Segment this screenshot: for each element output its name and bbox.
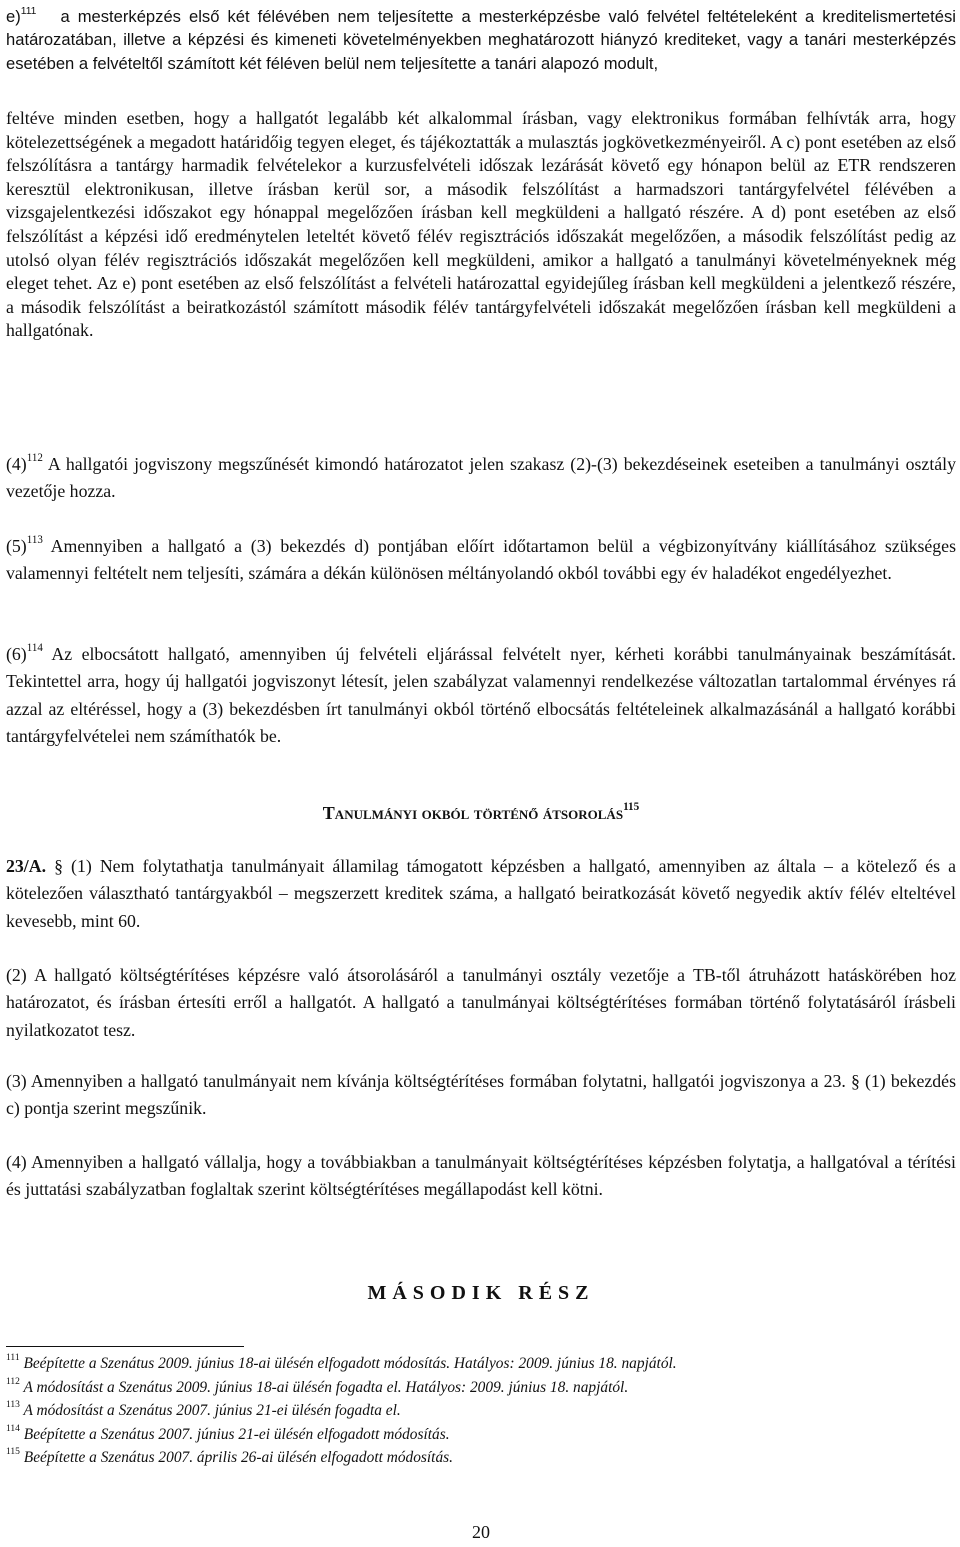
paragraph-6 <box>6 641 956 751</box>
section-title-text: Tanulmányi okból történő átsorolás <box>322 803 624 823</box>
footnote-text: Beépítette a Szenátus 2007. április 26-ai ülésén elfogadott módosítás. <box>19 1449 453 1466</box>
footnote-number: 115 <box>6 1446 20 1458</box>
footnote-ref-115[interactable]: 115 <box>623 801 640 814</box>
point-e-label: e) <box>6 7 21 26</box>
footnote-number: 113 <box>6 1399 20 1411</box>
footnote-112 <box>6 1376 956 1400</box>
condition-text: feltéve minden esetben, hogy a hallgatót legalább két alkalommal írásban, vagy elektronikus formában felhívták arra, hogy kötelezettségének a megadott határidőig tegyen eleget, és tájékoztatták a mulasztás jogkövetkezményeiről. <box>6 108 956 152</box>
part-title: MÁSODIK RÉSZ <box>367 1282 595 1304</box>
footnote-text: Beépítette a Szenátus 2009. június 18-ai ülésén elfogadott módosítás. Hatályos: 2009. június 18. napjától. <box>19 1355 677 1372</box>
footnote-115 <box>6 1446 956 1470</box>
section-23a-p1-text: § (1) Nem folytathatja tanulmányait államilag támogatott képzésben a hallgató, amennyiben az általa – a kötelező és a kötelezően választható tantárgyakból – megszerzett kreditek száma, a hallgató beiratkozását követő negyedik aktív félév elteltével kevesebb, mint 60. <box>6 856 956 931</box>
footnote-number: 114 <box>6 1422 20 1434</box>
notice-rules-text: A c) pont esetében az első felszólításra a tantárgy harmadik felvételekor a kurzusfelvételi időszak lezárását követő egy hónapon belül az ETR rendszeren keresztül elektronikusan, illetve írásban kerül sor, a második felszólítást a harmadszori tantárgyfelvétel félévében a vizsgajelentkezési időszakot egy hónappal megelőzően írásban kell megküldeni a hallgató részére. A d) pont esetében az első felszólítást a képzési idő eredménytelen leteltét követő félév regisztrációs időszakát megelőzően, a második felszólítást pedig az utolsó olyan félév regisztrációs időszakát megelőzően kell megküldeni, amikor a hallgató a tanulmányi követelményeknek még eleget tehet. Az e) pont esetében az első felszólítást a felvételi határozattal egyidejűleg írásban kell megküldeni a jelentkező részére, a második felszólítást a beiratkozástól számított második félév tantárgyfelvételi időszakát megelőzően írásban kell megküldeni a hallgatónak. <box>6 131 956 341</box>
footnote-ref-114[interactable]: 114 <box>26 642 43 655</box>
footnote-text: A módosítást a Szenátus 2007. június 21-ei ülésén fogadta el. <box>19 1402 401 1419</box>
footnote-text: A módosítást a Szenátus 2009. június 18-ai ülésén fogadta el. Hatályos: 2009. június 18. napjától. <box>19 1378 629 1396</box>
footnote-divider <box>6 1346 244 1347</box>
paragraph-4 <box>6 451 956 506</box>
section-23a-paragraph-1 <box>6 853 956 935</box>
paragraph-4-text: A hallgatói jogviszony megszűnését kimondó határozatot jelen szakasz (2)-(3) bekezdéseinek eseteiben a tanulmányi osztály vezetője hozza. <box>6 454 956 502</box>
footnote-number: 112 <box>6 1375 20 1387</box>
paragraph-6-text: Az elbocsátott hallgató, amennyiben új felvételi eljárással felvételt nyer, kérheti korábbi tanulmányainak beszámítását. Tekintettel arra, hogy új hallgatói jogviszonyt létesít, jelen szabályzat valamennyi rendelkezése változatlan tartalommal érvényes rá azzal az eltéréssel, hogy a (3) bekezdésben írt tanulmányi okból történő elbocsátás feltételeinek alkalmazásánál a hallgató korábbi tantárgyfelvételei nem számíthatók be. <box>6 644 956 747</box>
footnote-114 <box>6 1423 956 1447</box>
section-23a-paragraph-2: (2) A hallgató költségtérítéses képzésre való átsorolásáról a tanulmányi osztály vezetője a TB-től átruházott hatáskörében hoz határozatot, és írásban értesíti erről a hallgatót. A hallgató a tanulmányai költségtérítéses formában történő folytatásáról írásbeli nyilatkozatot tesz. <box>6 965 956 1040</box>
paragraph-4-label: (4) <box>6 454 27 474</box>
footnotes <box>6 1352 956 1470</box>
section-title <box>6 801 956 825</box>
section-23a-label: 23/A. <box>6 856 47 876</box>
footnote-113 <box>6 1399 956 1423</box>
section-23a-paragraph-4: (4) Amennyiben a hallgató vállalja, hogy a továbbiakban a tanulmányait költségtérítéses képzésben folytatja, a hallgatóval a térítési és juttatási szabályzatban foglaltak szerint költségtérítéses megállapodást kell kötni. <box>6 1152 956 1200</box>
condition-paragraph <box>6 107 956 343</box>
footnote-text: Beépítette a Szenátus 2007. június 21-ei ülésén elfogadott módosítás. <box>19 1425 450 1443</box>
point-e-paragraph <box>6 5 956 75</box>
footnote-ref-111[interactable]: 111 <box>20 5 37 17</box>
point-e-text: a mesterképzés első két félévében nem teljesítette a mesterképzésbe való felvétel feltételeként a kreditelismertetési határozatában, illetve a képzési és kimeneti követelményekben meghatározott hiányzó krediteket, vagy a tanári mesterképzés esetében a felvételtől számított két féléven belül nem teljesítette a tanári alapozó modult, <box>6 7 956 73</box>
paragraph-5 <box>6 533 956 588</box>
paragraph-6-label: (6) <box>6 644 27 664</box>
footnote-number: 111 <box>6 1352 20 1364</box>
paragraph-5-label: (5) <box>6 536 27 556</box>
footnote-111 <box>6 1352 956 1376</box>
paragraph-5-text: Amennyiben a hallgató a (3) bekezdés d) pontjában előírt időtartamon belül a végbizonyítvány kiállításához szükséges valamennyi feltételt nem teljesíti, számára a dékán különösen méltányolandó okból további egy év haladékot engedélyezhet. <box>6 536 956 584</box>
section-23a-paragraph-3: (3) Amennyiben a hallgató tanulmányait nem kívánja költségtérítéses formában folytatni, hallgatói jogviszonya a 23. § (1) bekezdés c) pontja szerint megszűnik. <box>6 1071 956 1119</box>
page-number: 20 <box>472 1522 490 1542</box>
footnote-ref-112[interactable]: 112 <box>26 452 43 465</box>
footnote-ref-113[interactable]: 113 <box>26 534 43 547</box>
